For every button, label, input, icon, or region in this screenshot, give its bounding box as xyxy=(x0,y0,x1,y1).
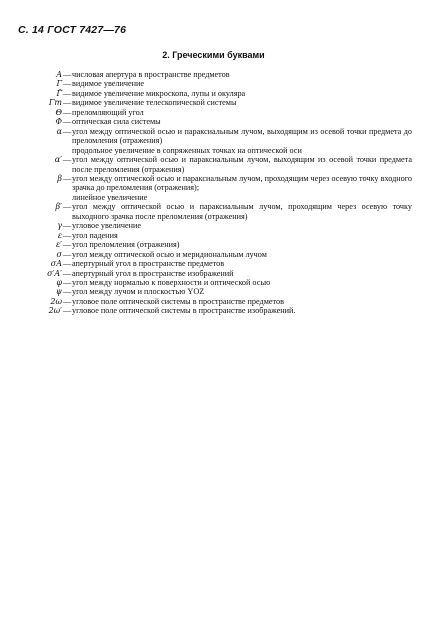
symbol: ε xyxy=(57,230,62,240)
symbol: γ xyxy=(57,221,62,231)
definition: апертурный угол в пространстве изображений xyxy=(72,268,234,278)
list-item-continuation xyxy=(34,146,412,155)
definition: угловое поле оптической системы в пространстве предметов xyxy=(72,296,284,306)
list-item xyxy=(34,117,412,126)
list-item xyxy=(34,259,412,268)
symbol: Θ xyxy=(55,107,62,117)
definition: угол падения xyxy=(72,230,118,240)
definition: видимое увеличение xyxy=(72,79,145,89)
dash: — xyxy=(62,88,72,98)
list-item xyxy=(34,79,412,88)
list-item xyxy=(34,297,412,306)
definition: угол между оптической осью и параксиальным лучом, выходящим из осевой точки предмета после преломления (отражения) xyxy=(72,155,412,174)
dash: — xyxy=(62,202,72,212)
definition: линейное увеличение xyxy=(72,192,148,202)
definition: видимое увеличение микроскопа, лупы и окуляра xyxy=(72,88,246,98)
symbol: β′ xyxy=(55,202,62,212)
dash: — xyxy=(62,70,72,79)
list-item xyxy=(34,221,412,230)
symbol: Γ xyxy=(56,79,62,89)
list-item xyxy=(34,269,412,278)
list-item xyxy=(34,306,412,315)
dash: — xyxy=(62,230,72,240)
dash: — xyxy=(62,117,72,127)
dash: — xyxy=(62,173,72,183)
list-item xyxy=(34,108,412,117)
list-item xyxy=(34,174,412,193)
definition: апертурный угол в пространстве предметов xyxy=(72,259,225,269)
dash: — xyxy=(62,296,72,306)
list-item xyxy=(34,240,412,249)
symbol: σ xyxy=(56,249,62,259)
symbol: α xyxy=(56,126,62,136)
dash: — xyxy=(62,221,72,231)
symbol-list xyxy=(34,70,412,316)
list-item xyxy=(34,70,412,79)
definition: угловое увеличение xyxy=(72,221,142,231)
page-header: С. 14 ГОСТ 7427—76 xyxy=(18,24,127,36)
dash: — xyxy=(62,98,72,108)
symbol: ε′ xyxy=(55,240,62,250)
dash: — xyxy=(62,249,72,259)
definition: видимое увеличение телескопической системы xyxy=(72,98,237,108)
symbol: Φ xyxy=(55,117,62,127)
symbol: σA xyxy=(50,259,62,269)
list-item-continuation xyxy=(34,193,412,202)
definition: преломляющий угол xyxy=(72,107,144,117)
definition: угловое поле оптической системы в пространстве изображений. xyxy=(72,306,296,316)
symbol: σ′A′ xyxy=(47,268,62,278)
list-item xyxy=(34,287,412,296)
definition: угол преломления (отражения) xyxy=(72,240,180,250)
dash: — xyxy=(62,126,72,136)
symbol: ψ xyxy=(55,287,62,297)
dash: — xyxy=(62,287,72,297)
definition: угол между оптической осью и параксиальным лучом, проходящим через осевую точку выходного зрачка после преломления (отражения) xyxy=(72,202,412,221)
list-item xyxy=(34,98,412,107)
list-item xyxy=(34,278,412,287)
symbol: Γ̄ xyxy=(56,88,62,98)
symbol: φ xyxy=(56,277,62,287)
section-title: 2. Греческими буквами xyxy=(162,50,265,60)
dash: — xyxy=(62,259,72,269)
definition: продольное увеличение в сопряженных точках на оптической оси xyxy=(72,145,302,155)
dash: — xyxy=(62,277,72,287)
dash: — xyxy=(62,155,72,165)
symbol: β xyxy=(57,173,62,183)
definition: угол между оптической осью и меридиональным лучом xyxy=(72,249,267,259)
symbol: A xyxy=(56,70,62,79)
list-item xyxy=(34,155,412,174)
list-item xyxy=(34,89,412,98)
definition: угол между нормалью к поверхности и оптической осью xyxy=(72,277,271,287)
dash: — xyxy=(62,268,72,278)
dash: — xyxy=(62,306,72,316)
symbol: α′ xyxy=(54,155,62,165)
symbol: Γт xyxy=(48,98,62,108)
symbol: 2ω xyxy=(50,296,62,306)
dash: — xyxy=(62,79,72,89)
definition: угол между лучом и плоскостью YOZ xyxy=(72,287,205,297)
list-item xyxy=(34,250,412,259)
list-item xyxy=(34,202,412,221)
definition: угол между оптической осью и параксиальным лучом, выходящим из осевой точки предмета до преломления (отражения) xyxy=(72,126,412,146)
dash: — xyxy=(62,240,72,250)
list-item xyxy=(34,127,412,146)
symbol: 2ω′ xyxy=(48,306,62,316)
definition: числовая апертура в пространстве предметов xyxy=(72,70,230,79)
definition: угол между оптической осью и параксиальным лучом, проходящим через осевую точку входного зрачка до преломления (отражения); xyxy=(72,173,412,193)
definition: оптическая сила системы xyxy=(72,117,161,127)
list-item xyxy=(34,231,412,240)
dash: — xyxy=(62,107,72,117)
